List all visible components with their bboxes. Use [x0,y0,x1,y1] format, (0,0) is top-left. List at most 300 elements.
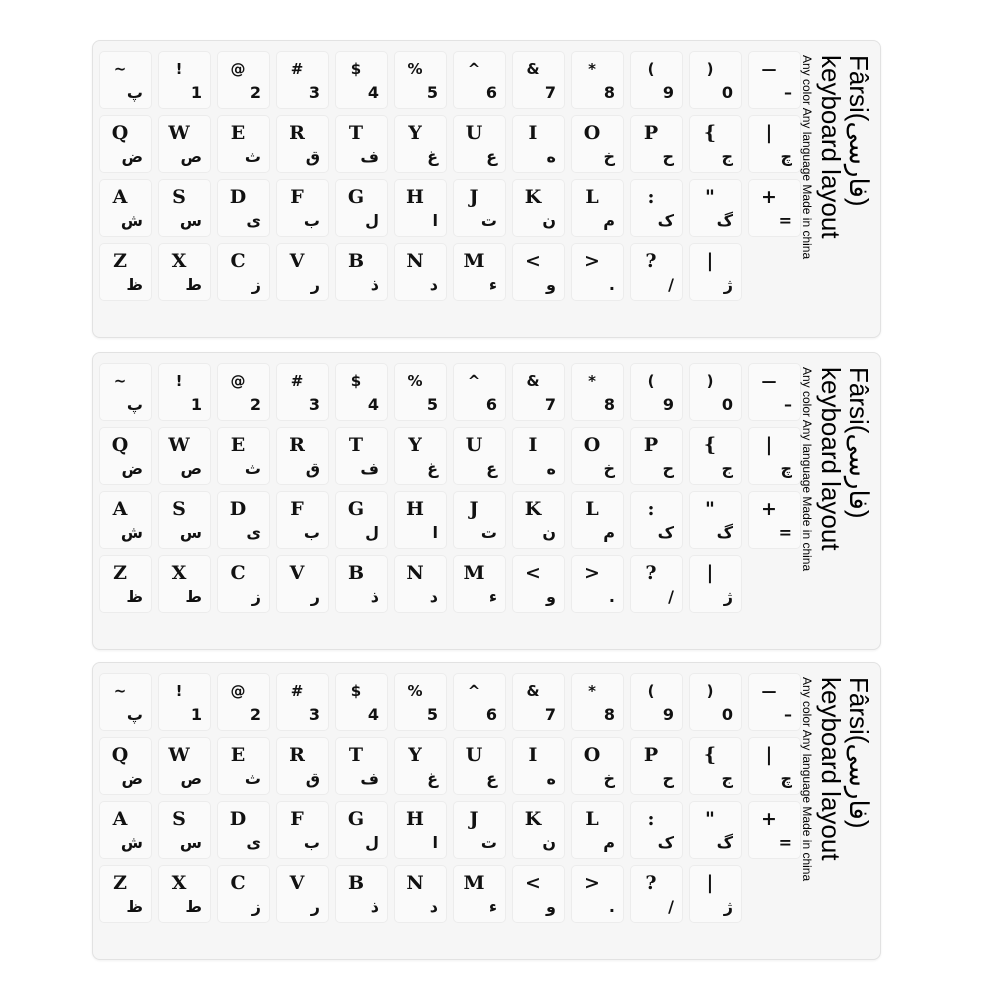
key-sticker [453,865,506,923]
latin-legend: J [469,808,479,830]
key-sticker [335,737,388,795]
latin-legend: $ [350,372,362,390]
latin-legend: X [171,872,187,894]
key-sticker [630,673,683,731]
latin-legend: @ [230,60,246,78]
key-sticker [99,865,152,923]
key-sticker [748,801,801,859]
farsi-legend: ی [246,523,261,542]
farsi-legend: ج [721,459,733,478]
key-sticker [217,427,270,485]
latin-legend: ! [175,60,183,78]
farsi-legend: ط [185,897,202,916]
key-sticker [276,737,329,795]
farsi-legend: ز [251,587,261,606]
farsi-legend: = [778,833,792,852]
key-sticker [571,555,624,613]
key-sticker [394,179,447,237]
farsi-legend: ر [310,275,320,294]
sticker-sheet [92,40,881,338]
key-sticker [512,179,565,237]
key-sticker [512,115,565,173]
farsi-legend: د [429,587,438,606]
key-sticker [158,491,211,549]
key-sticker [512,427,565,485]
latin-legend: P [643,122,659,144]
latin-legend: | [765,744,773,766]
latin-legend: N [406,250,424,272]
latin-legend: O [583,434,601,456]
latin-legend: B [347,872,365,894]
latin-legend: K [524,498,542,520]
latin-legend: & [526,682,540,700]
farsi-legend: ی [246,211,261,230]
latin-legend: F [290,186,304,208]
latin-legend: { [703,434,717,456]
key-sticker [748,115,801,173]
latin-legend: K [524,808,542,830]
key-sticker [453,51,506,109]
farsi-legend: ء [488,897,497,916]
key-sticker [748,51,801,109]
farsi-legend: خ [603,459,615,478]
farsi-legend: . [608,275,615,294]
key-sticker [158,801,211,859]
key-sticker [158,865,211,923]
latin-legend: P [643,744,659,766]
latin-legend: ) [706,372,714,390]
key-sticker [217,115,270,173]
key-sticker [571,737,624,795]
latin-legend: < [525,562,541,584]
latin-legend: : [647,808,655,830]
latin-legend: ? [645,872,657,894]
farsi-legend: خ [603,147,615,166]
latin-legend: + [761,808,777,830]
farsi-legend: و [546,587,556,606]
key-sticker [453,179,506,237]
farsi-legend: ن [542,833,556,852]
key-sticker [571,801,624,859]
latin-legend: " [705,498,715,520]
farsi-legend: . [608,897,615,916]
farsi-legend: 8 [603,83,615,102]
farsi-legend: ک [657,211,674,230]
key-sticker [571,491,624,549]
latin-legend: Y [408,122,422,144]
latin-legend: | [765,434,773,456]
key-sticker [453,243,506,301]
key-sticker [99,363,152,421]
farsi-legend: ص [180,459,202,478]
key-sticker [689,179,742,237]
key-sticker [158,243,211,301]
key-sticker [512,737,565,795]
farsi-legend: ص [180,147,202,166]
key-sticker [571,363,624,421]
farsi-legend: ع [486,769,497,788]
key-sticker [689,737,742,795]
latin-legend: ~ [113,682,127,700]
latin-legend: G [347,808,365,830]
key-sticker [394,801,447,859]
farsi-legend: ح [662,769,674,788]
key-sticker [630,801,683,859]
latin-legend: ? [645,562,657,584]
farsi-legend: – [784,83,792,102]
farsi-legend: ه [546,459,556,478]
farsi-legend: 7 [544,83,556,102]
latin-legend: { [703,122,717,144]
key-sticker [99,801,152,859]
key-sticker [453,363,506,421]
latin-legend: { [703,744,717,766]
farsi-legend: 3 [308,395,320,414]
key-sticker [276,363,329,421]
latin-legend: Y [408,434,422,456]
latin-legend: E [230,744,246,766]
key-row [99,427,807,485]
latin-legend: F [290,808,304,830]
latin-legend: ? [645,250,657,272]
latin-legend: J [469,498,479,520]
farsi-legend: پ [126,705,143,724]
farsi-legend: 8 [603,705,615,724]
farsi-legend: 4 [367,83,379,102]
key-sticker [276,51,329,109]
key-sticker [689,491,742,549]
latin-legend: ~ [113,60,127,78]
latin-legend: & [526,372,540,390]
farsi-legend: 5 [426,705,438,724]
farsi-legend: = [778,523,792,542]
key-sticker [99,673,152,731]
latin-legend: D [229,186,247,208]
key-sticker [630,115,683,173]
latin-legend: O [583,122,601,144]
latin-legend: E [230,122,246,144]
farsi-legend: چ [780,459,792,478]
latin-legend: H [406,808,424,830]
latin-legend: B [347,562,365,584]
farsi-legend: 3 [308,705,320,724]
latin-legend: # [290,682,304,700]
latin-legend: I [528,744,538,766]
key-sticker [453,801,506,859]
farsi-legend: 3 [308,83,320,102]
farsi-legend: ض [121,769,143,788]
latin-legend: # [290,60,304,78]
key-sticker [99,427,152,485]
key-sticker [630,179,683,237]
latin-legend: V [289,872,305,894]
farsi-legend: و [546,275,556,294]
key-sticker [217,555,270,613]
key-sticker [748,673,801,731]
latin-legend: T [348,434,364,456]
farsi-legend: 7 [544,705,556,724]
latin-legend: M [463,250,485,272]
farsi-legend: ر [310,897,320,916]
farsi-legend: پ [126,83,143,102]
key-sticker [630,51,683,109]
latin-legend: # [290,372,304,390]
latin-legend: ! [175,372,183,390]
sticker-sheet [92,352,881,650]
farsi-legend: 5 [426,395,438,414]
key-sticker [335,491,388,549]
key-row [99,243,807,301]
key-sticker [99,115,152,173]
key-sticker [689,555,742,613]
key-sticker [217,51,270,109]
farsi-legend: ح [662,459,674,478]
key-sticker [158,673,211,731]
latin-legend: X [171,250,187,272]
key-sticker [99,491,152,549]
key-sticker [276,673,329,731]
latin-legend: G [347,498,365,520]
key-sticker [217,673,270,731]
key-sticker [335,51,388,109]
key-grid [99,363,807,619]
latin-legend: ) [706,60,714,78]
key-sticker [453,115,506,173]
farsi-legend: ا [432,833,438,852]
latin-legend: > [584,250,600,272]
latin-legend: @ [230,682,246,700]
farsi-legend: غ [427,769,438,788]
latin-legend: * [588,60,596,78]
key-sticker [394,491,447,549]
latin-legend: < [525,872,541,894]
farsi-legend: ع [486,459,497,478]
sheet-label [800,41,879,337]
farsi-legend: ء [488,587,497,606]
key-sticker [394,363,447,421]
key-sticker [630,555,683,613]
farsi-legend: ا [432,523,438,542]
farsi-legend: ب [303,523,320,542]
farsi-legend: 1 [190,395,202,414]
sheet-subtitle: Any color Any language Made in china [800,367,814,572]
farsi-legend: ز [251,897,261,916]
key-sticker [394,51,447,109]
key-sticker [217,179,270,237]
latin-legend: " [705,808,715,830]
key-sticker [748,427,801,485]
key-sticker [512,801,565,859]
farsi-legend: ق [305,459,320,478]
farsi-legend: ح [662,147,674,166]
farsi-legend: م [603,211,615,230]
latin-legend: P [643,434,659,456]
key-sticker [689,801,742,859]
sheet-title: Fârsi(فارسی) keyboard layout [816,677,874,861]
latin-legend: : [647,186,655,208]
farsi-legend: ظ [126,587,143,606]
farsi-legend: 6 [485,705,497,724]
latin-legend: " [705,186,715,208]
farsi-legend: ت [480,833,497,852]
key-row [99,51,807,109]
latin-legend: : [647,498,655,520]
farsi-legend: ت [480,211,497,230]
latin-legend: ! [175,682,183,700]
latin-legend: H [406,186,424,208]
key-sticker [571,427,624,485]
latin-legend: V [289,250,305,272]
latin-legend: | [706,250,714,272]
farsi-legend: – [784,395,792,414]
key-sticker [512,491,565,549]
farsi-legend: / [668,897,674,916]
key-sticker [276,115,329,173]
latin-legend: L [585,808,599,830]
key-sticker [748,179,801,237]
farsi-legend: ا [432,211,438,230]
farsi-legend: ب [303,211,320,230]
farsi-legend: 4 [367,395,379,414]
farsi-legend: ف [360,147,379,166]
key-row [99,673,807,731]
key-sticker [512,243,565,301]
latin-legend: L [585,186,599,208]
latin-legend: ~ [113,372,127,390]
farsi-legend: م [603,523,615,542]
latin-legend: F [290,498,304,520]
latin-legend: % [407,682,423,700]
latin-legend: — [761,60,777,78]
latin-legend: | [706,562,714,584]
key-sticker [689,51,742,109]
farsi-legend: 0 [721,395,733,414]
key-row [99,865,807,923]
key-sticker [158,115,211,173]
key-grid [99,673,807,929]
farsi-legend: س [179,523,202,542]
sheet-subtitle: Any color Any language Made in china [800,677,814,882]
latin-legend: C [230,562,246,584]
key-sticker [217,363,270,421]
latin-legend: N [406,562,424,584]
latin-legend: W [168,122,190,144]
latin-legend: Q [111,122,129,144]
latin-legend: S [172,186,186,208]
key-sticker [335,865,388,923]
farsi-legend: 0 [721,705,733,724]
key-sticker [571,51,624,109]
farsi-legend: غ [427,147,438,166]
latin-legend: S [172,498,186,520]
farsi-legend: چ [780,769,792,788]
farsi-legend: ی [246,833,261,852]
latin-legend: K [524,186,542,208]
key-sticker [689,243,742,301]
key-sticker [335,427,388,485]
farsi-legend: ع [486,147,497,166]
latin-legend: Z [113,250,127,272]
latin-legend: | [706,872,714,894]
key-sticker [453,737,506,795]
key-sticker [158,737,211,795]
key-sticker [217,491,270,549]
farsi-legend: ض [121,147,143,166]
farsi-legend: ث [244,459,261,478]
farsi-legend: 6 [485,395,497,414]
latin-legend: & [526,60,540,78]
farsi-legend: ذ [370,275,379,294]
key-sticker [394,115,447,173]
farsi-legend: 2 [249,705,261,724]
farsi-legend: خ [603,769,615,788]
farsi-legend: 1 [190,83,202,102]
key-sticker [453,491,506,549]
latin-legend: C [230,250,246,272]
farsi-legend: ن [542,523,556,542]
key-sticker [99,243,152,301]
key-sticker [335,243,388,301]
farsi-legend: / [668,275,674,294]
latin-legend: — [761,372,777,390]
latin-legend: M [463,872,485,894]
latin-legend: Q [111,744,129,766]
farsi-legend: . [608,587,615,606]
farsi-legend: چ [780,147,792,166]
latin-legend: O [583,744,601,766]
farsi-legend: گ [716,833,733,852]
key-sticker [158,51,211,109]
farsi-legend: ص [180,769,202,788]
latin-legend: M [463,562,485,584]
key-sticker [276,555,329,613]
key-sticker [99,51,152,109]
key-sticker [217,801,270,859]
farsi-legend: 8 [603,395,615,414]
farsi-legend: ت [480,523,497,542]
key-sticker [453,427,506,485]
latin-legend: | [765,122,773,144]
farsi-legend: 5 [426,83,438,102]
latin-legend: ^ [467,372,481,390]
key-sticker [394,737,447,795]
latin-legend: > [584,872,600,894]
key-row [99,179,807,237]
latin-legend: ( [647,682,655,700]
farsi-legend: د [429,275,438,294]
farsi-legend: 9 [662,83,674,102]
farsi-legend: ق [305,147,320,166]
key-sticker [630,491,683,549]
latin-legend: R [289,744,305,766]
latin-legend: — [761,682,777,700]
latin-legend: @ [230,372,246,390]
key-sticker [512,673,565,731]
key-sticker [630,737,683,795]
farsi-legend: 7 [544,395,556,414]
farsi-legend: 2 [249,83,261,102]
key-sticker [99,555,152,613]
latin-legend: $ [350,682,362,700]
latin-legend: < [525,250,541,272]
key-sticker [689,115,742,173]
latin-legend: Y [408,744,422,766]
key-sticker [99,179,152,237]
sheet-subtitle: Any color Any language Made in china [800,55,814,260]
key-sticker [571,179,624,237]
farsi-legend: ب [303,833,320,852]
farsi-legend: = [778,211,792,230]
